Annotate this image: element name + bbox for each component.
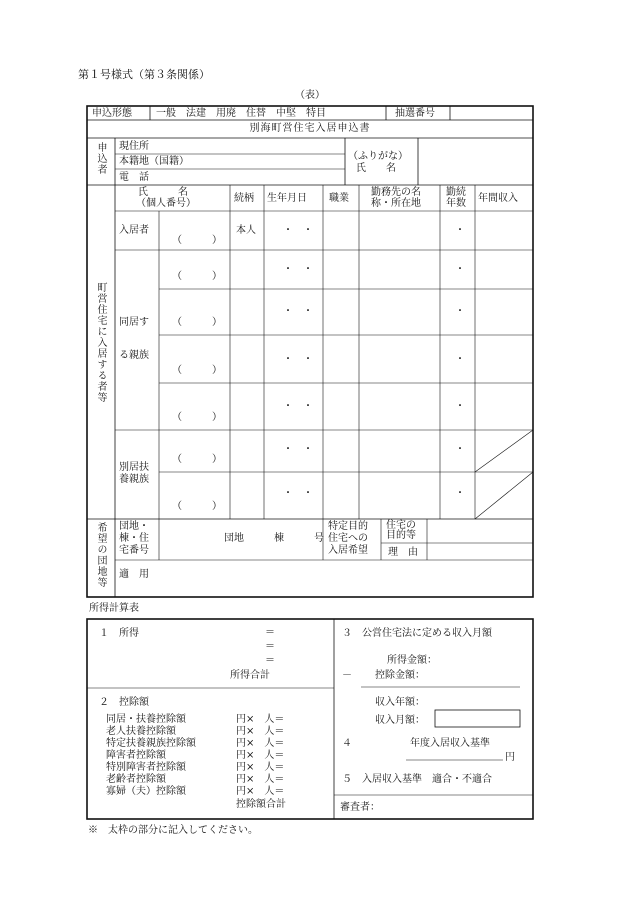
col-years-1: 勤続 bbox=[446, 187, 466, 198]
birth-dots[interactable]: ・ ・ bbox=[283, 401, 313, 412]
complex-label-3: 宅番号 bbox=[119, 545, 149, 556]
deduction-item: 老人扶養控除額 bbox=[106, 726, 176, 737]
form-title: 別海町営住宅入居申込書 bbox=[249, 123, 371, 134]
complex-label-2: 棟・住 bbox=[119, 533, 149, 544]
eq-2: ＝ bbox=[265, 641, 275, 652]
domicile-label: 本籍地（国籍） bbox=[119, 156, 189, 167]
years-dot[interactable]: ・ bbox=[455, 225, 465, 236]
special-purpose-3: 入居希望 bbox=[328, 545, 368, 556]
purpose-field[interactable] bbox=[429, 521, 531, 541]
reason-label: 理 由 bbox=[388, 547, 418, 558]
deduction-formula[interactable]: 円× 人＝ bbox=[236, 774, 285, 785]
dependents-label-1: 別居扶 bbox=[119, 462, 149, 473]
id-paren[interactable]: （ ） bbox=[172, 235, 222, 246]
apply-field[interactable] bbox=[160, 562, 531, 595]
id-paren[interactable]: （ ） bbox=[172, 501, 222, 512]
birth-dots[interactable]: ・ ・ bbox=[283, 264, 313, 275]
income-standard-label: 年度入居収入基準 bbox=[410, 738, 490, 749]
deduction-amount-label: 控除金額： bbox=[375, 670, 425, 681]
eq-1: ＝ bbox=[265, 627, 275, 638]
birth-dots[interactable]: ・ ・ bbox=[283, 444, 313, 455]
deduction-total-label: 控除額合計 bbox=[236, 799, 286, 810]
col-workplace-2: 称・所在地 bbox=[371, 198, 421, 209]
deduction-formula[interactable]: 円× 人＝ bbox=[236, 714, 285, 725]
form-number: 第１号様式（第３条関係） bbox=[78, 68, 210, 81]
birth-dots[interactable]: ・ ・ bbox=[283, 488, 313, 499]
deduction-labels bbox=[106, 714, 196, 798]
col-occupation: 職業 bbox=[329, 193, 349, 204]
deduction-item: 寡婦（夫）控除額 bbox=[106, 786, 186, 797]
col-name: 氏 名 bbox=[138, 187, 188, 198]
total-income-label: 所得合計 bbox=[230, 670, 270, 681]
section-4-label: ４ bbox=[342, 738, 352, 749]
birth-dots[interactable]: ・ ・ bbox=[283, 354, 313, 365]
col-annual-income: 年間収入 bbox=[478, 193, 518, 204]
lottery-number-field[interactable] bbox=[451, 107, 531, 119]
monthly-income-box[interactable] bbox=[436, 711, 519, 726]
section-2-deductions: ２ 控除額 bbox=[99, 697, 149, 708]
dependents-label-2: 養親族 bbox=[119, 474, 149, 485]
annual-income-label: 収入年額： bbox=[375, 697, 425, 708]
eq-3: ＝ bbox=[265, 655, 275, 666]
lottery-number-label: 抽選番号 bbox=[395, 108, 435, 119]
yen-label: 円 bbox=[505, 752, 515, 763]
address-field[interactable] bbox=[170, 140, 342, 153]
purpose-label-2: 目的等 bbox=[386, 530, 416, 541]
id-paren[interactable]: （ ） bbox=[172, 412, 222, 423]
deduction-formula[interactable]: 円× 人＝ bbox=[236, 786, 285, 797]
application-type-options[interactable]: 一般 法建 用廃 住替 中堅 特目 bbox=[156, 108, 326, 119]
residents-section-label: 町営住宅に入居する者等 bbox=[95, 282, 106, 403]
self-relation: 本人 bbox=[236, 225, 256, 236]
deduction-formula[interactable]: 円× 人＝ bbox=[236, 738, 285, 749]
address-label: 現住所 bbox=[119, 141, 149, 152]
purpose-label-1: 住宅の bbox=[386, 520, 416, 531]
years-dot[interactable]: ・ bbox=[455, 354, 465, 365]
col-name-sub: （個人番号） bbox=[136, 198, 196, 209]
deduction-item: 同居・扶養控除額 bbox=[106, 714, 186, 725]
deduction-item: 特定扶養親族控除額 bbox=[106, 738, 196, 749]
applicant-name-field[interactable] bbox=[420, 140, 531, 184]
domicile-field[interactable] bbox=[200, 156, 342, 168]
section-5-standard[interactable]: ５ 入居収入基準 適合・不適合 bbox=[342, 774, 492, 785]
id-paren[interactable]: （ ） bbox=[172, 317, 222, 328]
reason-field[interactable] bbox=[429, 545, 531, 559]
years-dot[interactable]: ・ bbox=[455, 444, 465, 455]
footnote: ※ 太枠の部分に記入してください。 bbox=[88, 825, 258, 836]
birth-dots[interactable]: ・ ・ bbox=[283, 225, 313, 236]
family-label-2: る親族 bbox=[119, 350, 149, 361]
phone-label: 電 話 bbox=[119, 172, 149, 183]
self-label: 入居者 bbox=[119, 225, 149, 236]
monthly-income-label: 収入月額： bbox=[375, 715, 425, 726]
furigana-label: （ふりがな） bbox=[348, 151, 408, 162]
application-type-label: 申込形態 bbox=[92, 108, 132, 119]
years-dot[interactable]: ・ bbox=[455, 401, 465, 412]
deduction-formula[interactable]: 円× 人＝ bbox=[236, 762, 285, 773]
deduction-item: 老齢者控除額 bbox=[106, 774, 166, 785]
apply-label: 適 用 bbox=[119, 569, 149, 580]
birth-dots[interactable]: ・ ・ bbox=[283, 306, 313, 317]
phone-field[interactable] bbox=[160, 171, 342, 184]
minus-sign: － bbox=[342, 670, 352, 681]
col-years-2: 年数 bbox=[446, 198, 466, 209]
applicant-section-label: 申込者 bbox=[95, 142, 106, 175]
years-dot[interactable]: ・ bbox=[455, 488, 465, 499]
name-label: 氏 名 bbox=[356, 163, 396, 174]
complex-label-1: 団地・ bbox=[119, 521, 149, 532]
deduction-formulas[interactable] bbox=[236, 714, 284, 798]
id-paren[interactable]: （ ） bbox=[172, 365, 222, 376]
id-paren[interactable]: （ ） bbox=[172, 454, 222, 465]
deduction-formula[interactable]: 円× 人＝ bbox=[236, 726, 285, 737]
col-relation: 続柄 bbox=[234, 193, 254, 204]
deduction-formula[interactable]: 円× 人＝ bbox=[236, 750, 285, 761]
section-3-monthly-income: ３ 公営住宅法に定める収入月額 bbox=[342, 628, 492, 639]
desired-section-label: 希望の団地等 bbox=[95, 522, 106, 588]
deduction-item: 特別障害者控除額 bbox=[106, 762, 186, 773]
years-dot[interactable]: ・ bbox=[455, 306, 465, 317]
id-paren[interactable]: （ ） bbox=[172, 271, 222, 282]
complex-number-field[interactable]: 団地 棟 号 bbox=[224, 533, 324, 544]
special-purpose-1: 特定目的 bbox=[328, 521, 368, 532]
col-workplace-1: 勤務先の名 bbox=[371, 187, 421, 198]
section-1-income: １ 所得 bbox=[99, 628, 139, 639]
deduction-item: 障害者控除額 bbox=[106, 750, 166, 761]
reviewer-label: 審査者： bbox=[340, 802, 380, 813]
income-amount-label: 所得金額： bbox=[387, 655, 437, 666]
years-dot[interactable]: ・ bbox=[455, 264, 465, 275]
family-label-1: 同居す bbox=[119, 317, 149, 328]
income-calc-title: 所得計算表 bbox=[89, 603, 139, 614]
special-purpose-2: 住宅への bbox=[328, 533, 368, 544]
col-birthdate: 生年月日 bbox=[267, 193, 307, 204]
side-label: （表） bbox=[295, 90, 325, 101]
